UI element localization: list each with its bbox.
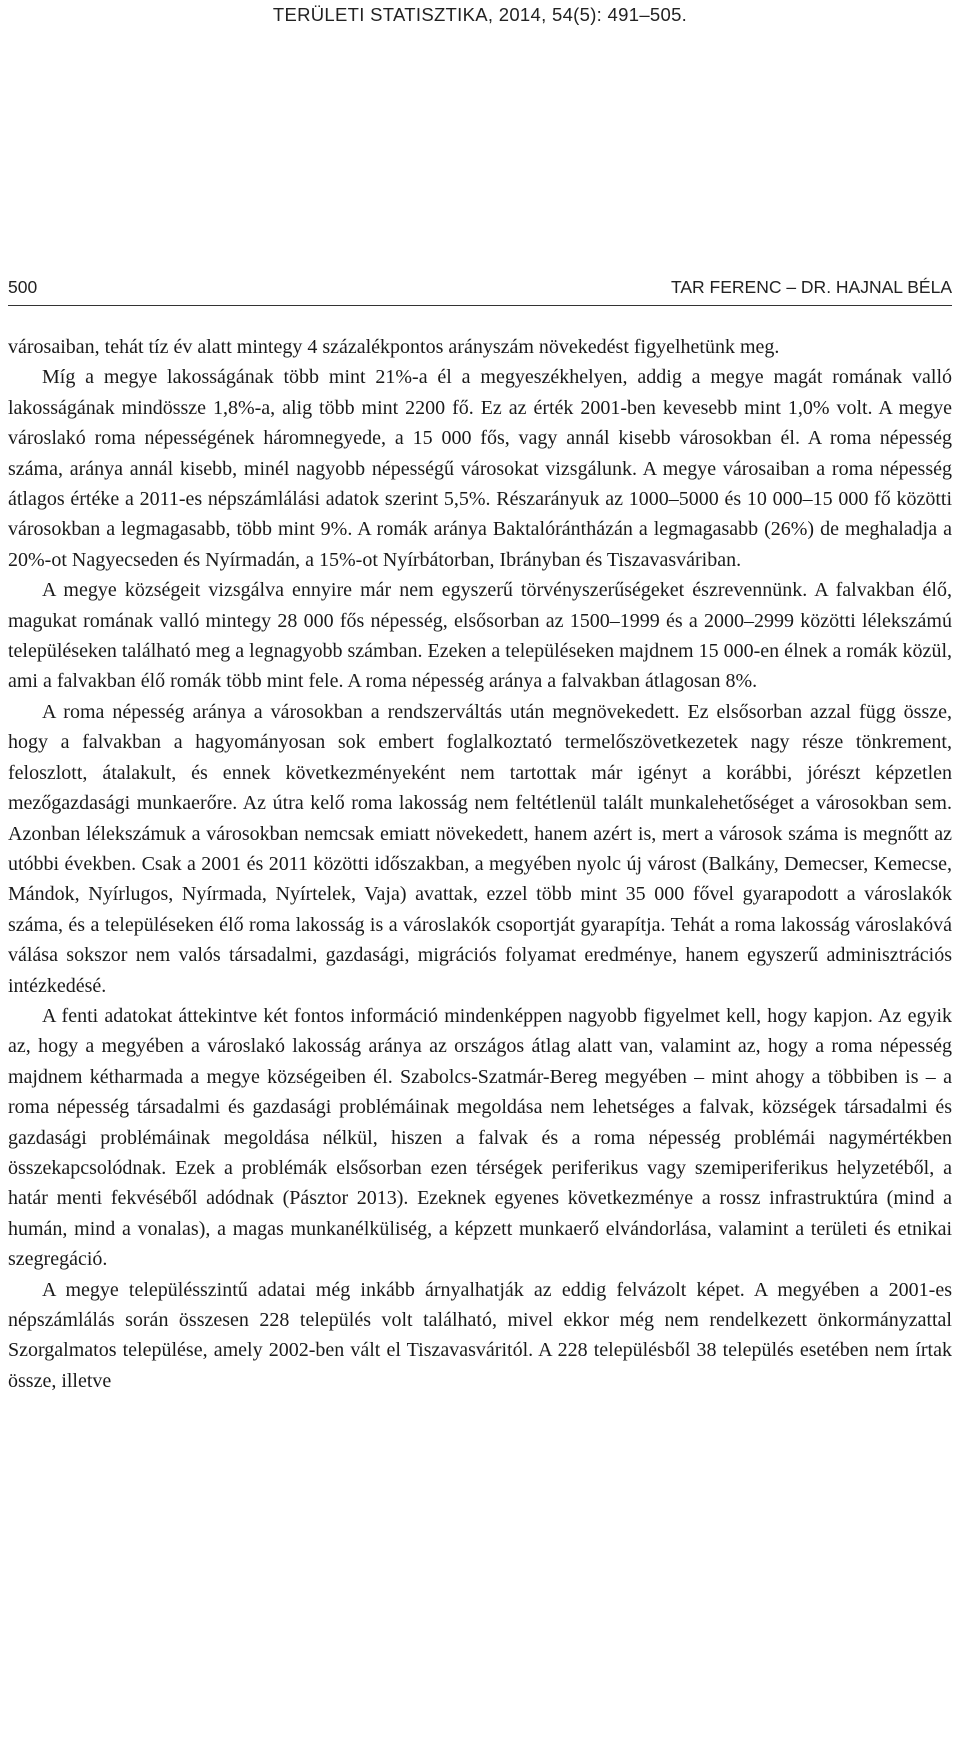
page-number: 500: [8, 277, 38, 297]
journal-citation-header: TERÜLETI STATISZTIKA, 2014, 54(5): 491–505.: [272, 4, 688, 25]
article-body: [8, 332, 952, 1396]
paragraph-settlement-data: A megye településszintű adatai még inkább árnyalhatják az eddig felvázolt képet. A megyében a 2001-es népszámlálás során összesen 228 település volt található, mivel ekkor még nem rendelkezett önkormányzattal Szorgalmatos települése, amely 2002-ben vált el Tiszavasváritól. A 228 településből 38 település esetében nem írtak össze, illetve: [8, 1278, 952, 1392]
paragraph-key-findings: A fenti adatokat áttekintve két fontos információ mindenképpen nagyobb figyelmet kell, hogy kapjon. Az egyik az, hogy a megyében a városlakó lakosság aránya az országos átlag alatt van, valamint az, hogy a roma népesség majdnem kétharmada a megye községeiben él. Szabolcs-Szatmár-Bereg megyében – mint ahogy a többiben is – a roma népesség társadalmi és gazdasági problémáinak megoldása nem lehetséges a falvak, községek társadalmi és gazdasági problémáinak megoldása nélkül, hiszen a falvak és a roma népesség problémái nagymértékben összekapcsolódnak. Ezek a problémák elsősorban ezen térségek periferikus vagy szemiperiferikus helyzetéből, a határ menti fekvéséből adódnak (Pásztor 2013). Ezeknek egyenes következménye a rossz infrastruktúra (mind a humán, mind a vonalas), a magas munkanélküliség, a képzett munkaerő elvándorlása, valamint a területi és etnikai szegregáció.: [8, 1004, 952, 1271]
running-head-authors: TAR FERENC – DR. HAJNAL BÉLA: [670, 277, 952, 297]
paragraph-city-roma-share: Míg a megye lakosságának több mint 21%-a él a megyeszékhelyen, addig a megye magát romának valló lakosságának mindössze 1,8%-a, alig több mint 2200 fő. Ez az érték 2001-ben kevesebb mint 1,0% volt. A megye városlakó roma népességének háromnegyede, a 15 000 fős, vagy annál kisebb városokban él. A roma népesség száma, aránya annál kisebb, minél nagyobb népességű városokat vizsgálunk. A megye városaiban a roma népesség átlagos értéke a 2011-es népszámlálási adatok szerint 5,5%. Részarányuk az 1000–5000 és 10 000–15 000 fő közötti városokban a legmagasabb, több mint 9%. A romák aránya Baktalórántházán a legmagasabb (26%) de meghaladja a 20%-ot Nagyecseden és Nyírmadán, a 15%-ot Nyírbátorban, Ibrányban és Tiszavasváriban.: [8, 366, 952, 571]
paragraph-continuation: városaiban, tehát tíz év alatt mintegy 4 százalékpontos arányszám növekedést figyelhetünk meg.: [8, 336, 780, 358]
header-divider: [8, 305, 952, 306]
paragraph-post-transition: A roma népesség aránya a városokban a rendszerváltás után megnövekedett. Ez elsősorban azzal függ össze, hogy a falvakban a hagyományosan sok embert foglalkoztató termelőszövetkezetek nagy része tönkrement, feloszlott, átalakult, és ennek következményeként nem tartottak már igényt a korábbi, jórészt képzetlen mezőgazdasági munkaerőre. Az útra kelő roma lakosság nem feltétlenül talált munkalehetőséget a városokban sem. Azonban lélekszámuk a városokban nemcsak emiatt növekedett, hanem azért is, mert a városok száma is megnőtt az utóbbi években. Csak a 2001 és 2011 közötti időszakban, a megyében nyolc új várost (Balkány, Demecser, Kemecse, Mándok, Nyírlugos, Nyírmada, Nyírtelek, Vaja) avattak, ezzel több mint 35 000 fővel gyarapodott a városlakók száma, és a településeken élő roma lakosság is a városlakók csoportját gyarapítja. Tehát a roma lakosság városlakóvá válása sokszor nem valós társadalmi, gazdasági, migrációs folyamat eredménye, hanem egyszerű adminisztrációs intézkedésé.: [8, 700, 952, 997]
paragraph-villages: A megye községeit vizsgálva ennyire már nem egyszerű törvényszerűségeket észrevennünk. A falvakban élő, magukat romának valló mintegy 28 000 fős népesség, elsősorban az 1500–1999 és a 2000–2999 közötti lélekszámú településeken található meg a legnagyobb számban. Ezeken a településeken majdnem 15 000-en élnek a romák közül, ami a falvakban élő romák több mint fele. A roma népesség aránya a falvakban átlagosan 8%.: [8, 579, 952, 693]
